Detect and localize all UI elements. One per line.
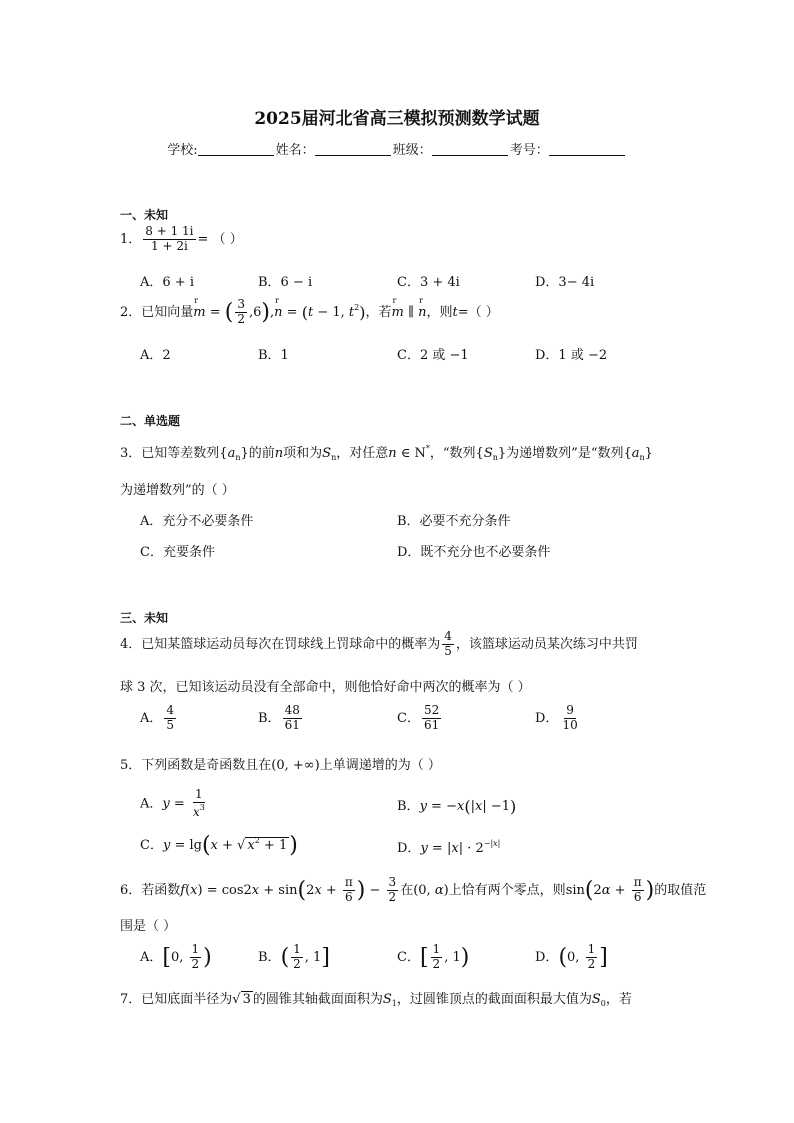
q1-option-c[interactable]: C．3 + 4i: [397, 275, 460, 290]
q6-option-a[interactable]: A．[0, $\frac{1}{2}$ ): [140, 942, 212, 971]
q3-option-b[interactable]: B．必要不充分条件: [397, 514, 511, 529]
question-6-line-1: 6．若函数f(x) = cos2x + sin(2x + $\frac{\pi}{6}$ ) − $\frac{3}{2}$ 在(0, α)上恰有两个零点，则sin(2α + $\frac{\pi}{6}$ )的取值范: [120, 875, 707, 904]
q6-option-c[interactable]: C．[ $\frac{1}{2}$ , 1): [397, 942, 470, 971]
q3-option-a[interactable]: A．充分不必要条件: [140, 514, 254, 529]
question-3-line-2: 为递增数列”的（ ）: [120, 483, 235, 498]
q1-option-a[interactable]: A．6 + i: [140, 275, 194, 290]
q1-option-d[interactable]: D．3− 4i: [535, 275, 595, 290]
question-4-line-2: 球 3 次，已知该运动员没有全部命中，则他恰好命中两次的概率为（ ）: [120, 680, 531, 695]
name-blank[interactable]: [315, 143, 391, 156]
student-info-line: [0, 139, 794, 158]
class-blank[interactable]: [432, 143, 508, 156]
q6-option-b[interactable]: B．( $\frac{1}{2}$ , 1]: [258, 942, 330, 971]
question-4-line-1: 4．已知某篮球运动员每次在罚球线上罚球命中的概率为 $\frac{4}{5}$ ，该篮球运动员某次练习中共罚: [120, 629, 638, 658]
section-heading-2: 二、单选题: [120, 414, 181, 428]
exam-no-label: 考号：: [509, 143, 549, 158]
q4-option-d[interactable]: D． $\frac{9}{10}$: [535, 703, 578, 732]
section-heading-3: 三、未知: [120, 611, 169, 625]
q1-number: 1．: [120, 231, 142, 247]
question-6-line-2: 围是（ ）: [120, 919, 177, 934]
section-heading-1: 一、未知: [120, 208, 169, 222]
school-blank[interactable]: [198, 143, 274, 156]
name-label: 姓名：: [275, 143, 315, 158]
q5-option-a[interactable]: A．y = $\frac{1}{x^3}$: [140, 787, 205, 819]
school-label: 学校:: [167, 143, 198, 158]
page-title: 2025届河北省高三模拟预测数学试题: [254, 109, 540, 129]
q5-option-b[interactable]: B．y = −x(|x| −1): [397, 797, 517, 816]
q2-option-b[interactable]: B．1: [258, 348, 289, 363]
q4-option-a[interactable]: A． $\frac{4}{5}$: [140, 703, 175, 732]
q1-option-b[interactable]: B．6 − i: [258, 275, 313, 290]
q2-option-d[interactable]: D．1 或 −2: [535, 348, 608, 363]
q3-option-c[interactable]: C．充要条件: [140, 545, 215, 560]
q5-option-c[interactable]: C．y = lg(x + √ $x^2 + 1$): [140, 833, 298, 858]
q4-option-b[interactable]: B． $\frac{48}{61}$: [258, 703, 300, 732]
q2-option-a[interactable]: A．2: [140, 348, 171, 363]
question-2: 2．已知向量r m = ( $\frac{3}{2}$ ,6),r n = (t − 1, $t^2$)，若r m ∥ r n，则t=（ ）: [120, 298, 499, 327]
question-7: 7．已知底面半径为√ 3 的圆锥其轴截面面积为$S_1$，过圆锥顶点的截面面积最大值为$S_0$，若: [120, 992, 632, 1008]
class-label: 班级：: [392, 143, 432, 158]
q2-option-c[interactable]: C．2 或 −1: [397, 348, 469, 363]
exam-no-blank[interactable]: [549, 143, 625, 156]
question-1: 1． $\frac{8 + 1 1i}{1 + 2i}$ = （ ）: [120, 224, 243, 253]
q3-option-d[interactable]: D．既不充分也不必要条件: [397, 545, 551, 560]
question-5: 5．下列函数是奇函数且在(0, +∞)上单调递增的为（ ）: [120, 758, 441, 773]
q1-fraction: $\frac{8 + 1 1i}{1 + 2i}$: [145, 224, 194, 253]
q5-option-d[interactable]: D．$y = |x| \cdot 2^{-|x|}$: [397, 839, 501, 856]
q6-option-d[interactable]: D．(0, $\frac{1}{2}$ ]: [535, 942, 608, 971]
q4-option-c[interactable]: C． $\frac{52}{61}$: [397, 703, 440, 732]
question-3-line-1: 3．已知等差数列$\{a_n\}$的前n项和为$S_n$，对任意n ∈ N*，“数列$\{S_n\}$为递增数列”是“数列$\{a_n\}$: [120, 444, 653, 462]
